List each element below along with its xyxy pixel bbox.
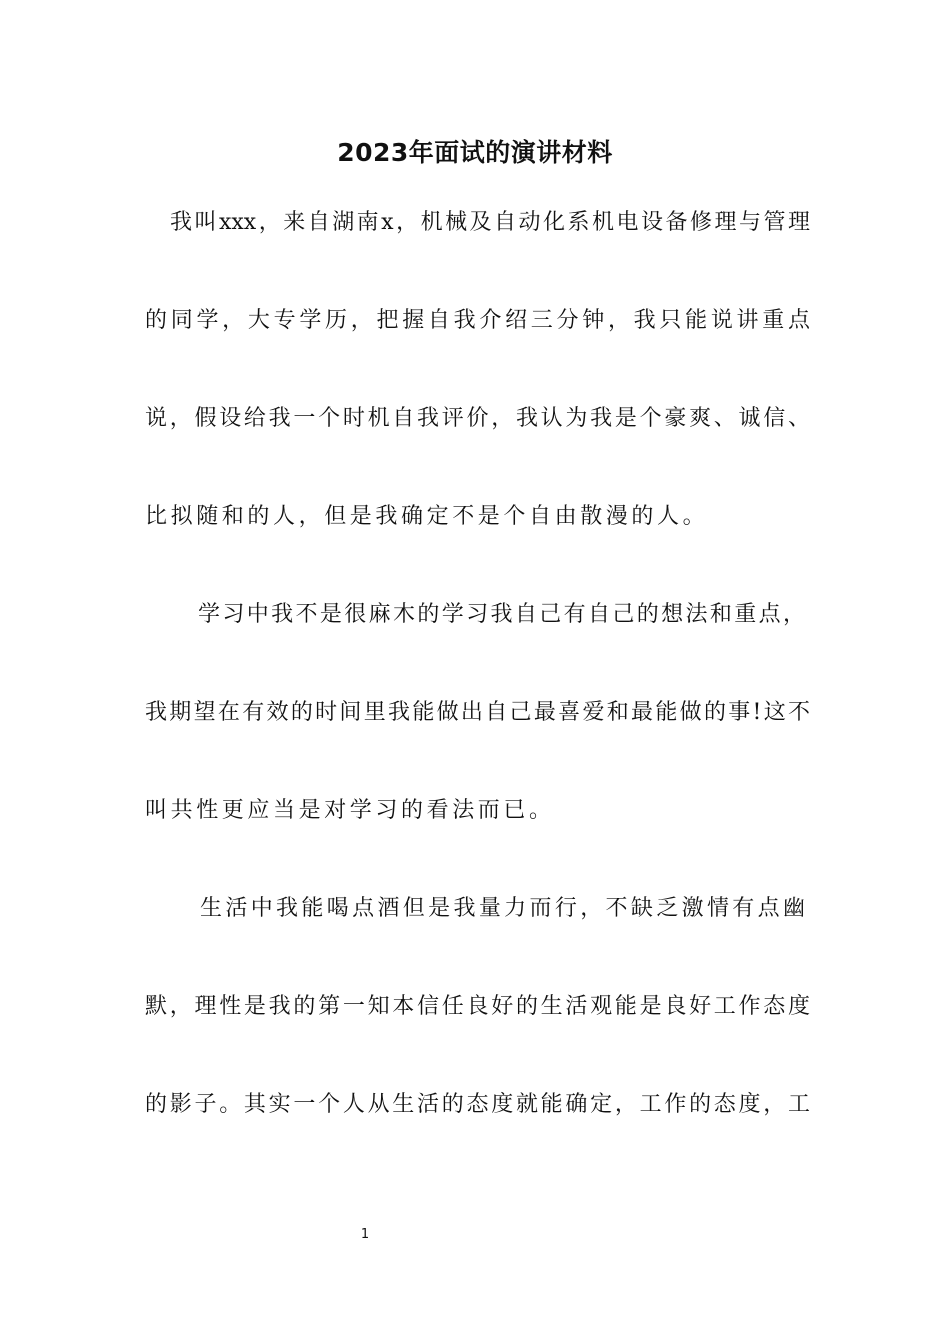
paragraph-line: 叫共性更应当是对学习的看法而已。 [145, 798, 555, 823]
paragraph-line: 默，理性是我的第一知本信任良好的生活观能是良好工作态度 [145, 994, 810, 1019]
paragraph-line: 生活中我能喝点酒但是我量力而行，不缺乏激情有点幽 [200, 896, 805, 921]
paragraph-line: 比拟随和的人，但是我确定不是个自由散漫的人。 [145, 504, 709, 529]
document-title: 2023年面试的演讲材料 [337, 138, 613, 167]
paragraph-line: 说，假设给我一个时机自我评价，我认为我是个豪爽、诚信、 [145, 406, 810, 431]
paragraph-line: 的同学，大专学历，把握自我介绍三分钟，我只能说讲重点 [145, 308, 810, 333]
page-number: 1 [360, 1227, 370, 1242]
paragraph-line: 我叫xxx，来自湖南x，机械及自动化系机电设备修理与管理 [170, 210, 810, 235]
paragraph-line: 我期望在有效的时间里我能做出自己最喜爱和最能做的事!这不 [145, 700, 810, 725]
paragraph-line: 的影子。其实一个人从生活的态度就能确定，工作的态度，工 [145, 1092, 810, 1117]
paragraph-line: 学习中我不是很麻木的学习我自己有自己的想法和重点， [198, 602, 805, 627]
